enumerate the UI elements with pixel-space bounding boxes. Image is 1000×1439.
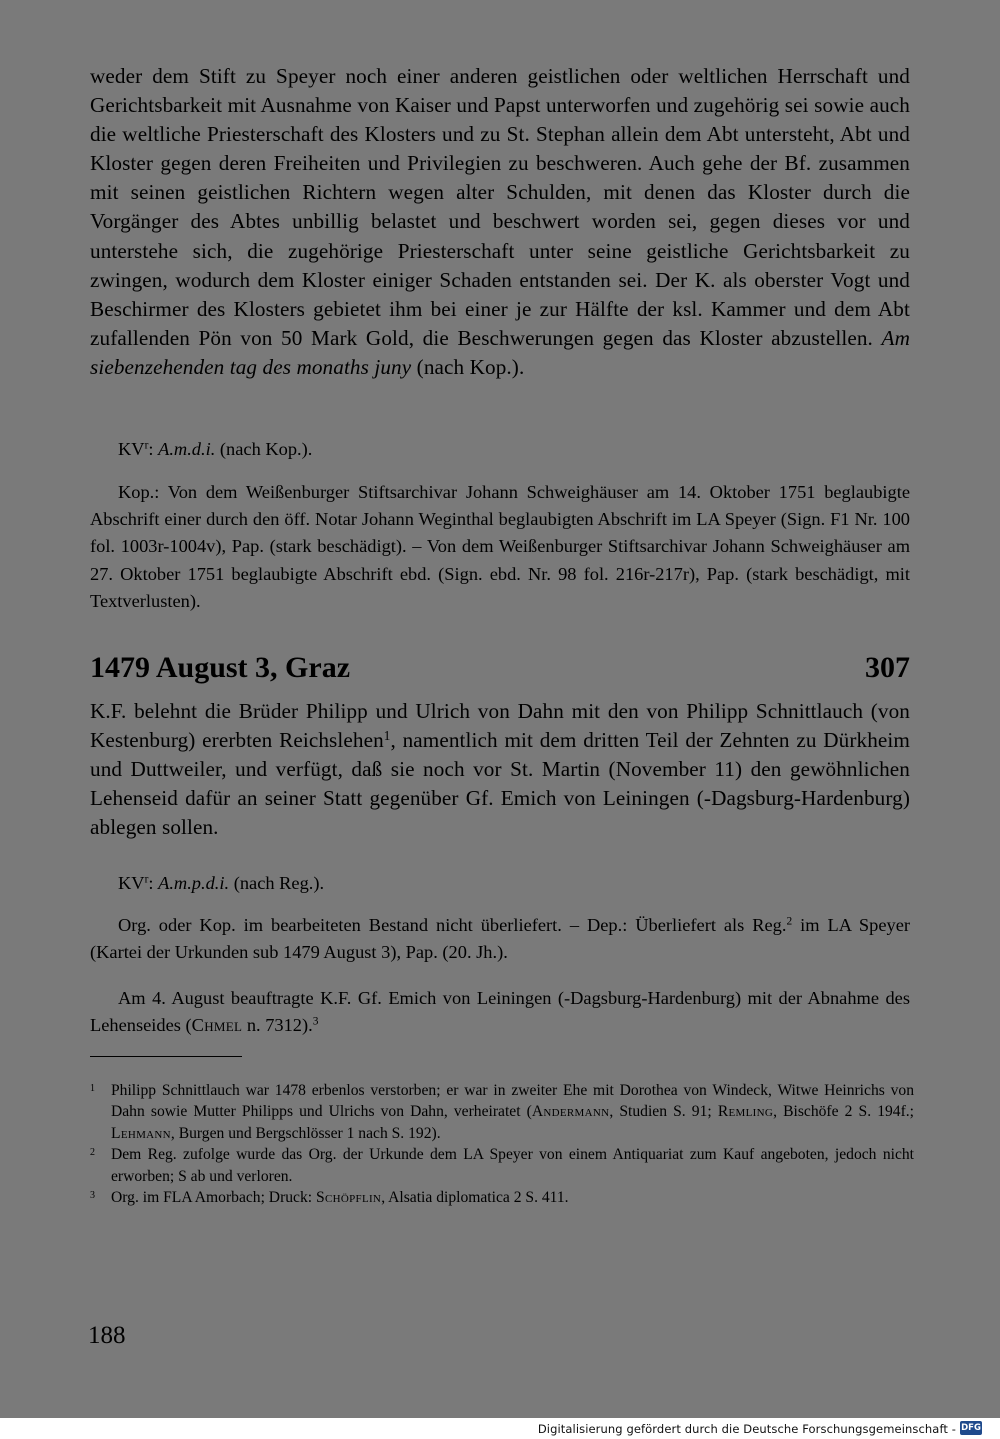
footnote-text: Dem Reg. zufolge wurde das Org. der Urkunde dem LA Speyer von einem Antiquariat zum Kauf angeboten, jedoch nicht erworben; S ab und verloren. [111,1146,914,1185]
footnote-text: Philipp Schnittlauch war 1478 erbenlos verstorben; er war in zweiter Ehe mit Dorothea von Windeck, Witwe Heinrichs von Dahn sowie Mutter Philipps und Ulrichs von Dahn, verheiratet ( [111,1082,914,1121]
footnote-text: , Alsatia diplomatica 2 S. 411. [381,1189,569,1207]
kv-prefix: KV [118,439,145,459]
am4-paragraph [90,985,910,1039]
author-name: Lehmann [111,1124,171,1142]
kv-italic: A.m.d.i. [158,439,216,459]
quote-suffix: (nach Kop.). [416,354,525,379]
kop-paragraph: Kop.: Von dem Weißenburger Stiftsarchivar Johann Schweighäuser am 14. Oktober 1751 beglaubigte Abschrift einer durch den öff. Notar Johann Weginthal beglaubigten Abschrift im LA Speyer (Sign. F1 Nr. 100 fol. 1003r-1004v), Pap. (stark beschädigt). – Von dem Weißenburger Stiftsarchivar Johann Schweighäuser am 27. Oktober 1751 beglaubigte Abschrift ebd. (Sign. ebd. Nr. 98 fol. 216r-217r), Pap. (stark beschädigt, mit Textverlusten). [90,482,910,611]
footnote-number: 1 [90,1083,95,1094]
continuation-paragraph [90,62,910,382]
author-name: Remling [717,1103,774,1121]
regest-text-1: K.F. belehnt die Brüder Philipp und Ulrich von Dahn mit den von Philipp Schnittlauch (von Kestenburg) ererbten Reichslehen [90,699,910,753]
quote-text: Am siebenzehenden tag des monaths juny [90,325,910,379]
org-text-1: Org. oder Kop. im bearbeiteten Bestand nicht überliefert. – Dep.: Überliefert als Reg. [118,915,787,935]
entry-heading [90,648,910,688]
footnote-text: Org. im FLA Amorbach; Druck: [111,1189,317,1207]
kv-italic: A.m.p.d.i. [158,873,230,893]
footnote-ref-1: 1 [383,727,391,743]
page-number: 188 [88,1322,126,1349]
footnote-1 [90,1080,914,1144]
org-text-2: im LA Speyer (Kartei der Urkunden sub 1479 August 3), Pap. (20. Jh.). [90,915,911,963]
kv-sup: r [144,873,149,886]
footnote-number: 2 [90,1147,95,1159]
kv-sup: r [144,439,149,452]
kv-line-1 [90,436,910,463]
footnote-ref-3: 3 [312,1015,319,1028]
footnote-ref-2: 2 [786,915,793,928]
regest-text-2: , namentlich mit dem dritten Teil der Zehnten zu Dürkheim und Duttweiler, und verfügt, daß sie noch vor St. Martin (November 11) den gewöhnlichen Lehenseid dafür an seiner Statt gegenüber Gf. Emich von Leiningen (-Dagsburg-Hardenburg) ablegen sollen. [90,728,910,840]
kv-suffix: (nach Kop.). [219,439,313,459]
footnote-number: 3 [90,1190,95,1202]
kv-line-2 [90,870,910,897]
footnote-2 [90,1144,914,1187]
entry-number: 307 [865,651,910,684]
footnote-text: , Studien S. 91; [609,1103,718,1121]
dfg-credit-text: Digitalisierung gefördert durch die Deutsche Forschungsgemeinschaft - [537,1422,956,1436]
author-name: Schöpflin [316,1189,382,1207]
kv-prefix: KV [118,873,145,893]
kv-suffix: (nach Reg.). [233,873,325,893]
footnote-separator [90,1056,242,1057]
dfg-logo-icon: DFG [961,1423,981,1433]
kv-colon: : [148,873,154,893]
am4-text-2: n. 7312). [242,1015,313,1036]
kv-colon: : [148,439,154,459]
regest-paragraph [90,697,910,842]
am4-text-1: Am 4. August beauftragte K.F. Gf. Emich von Leiningen (-Dagsburg-Hardenburg) mit der Abnahme des Lehenseides ( [90,988,910,1036]
footnote-3 [90,1187,914,1208]
footnotes [90,1080,914,1208]
org-paragraph [90,912,910,966]
author-name: Andermann [531,1103,610,1121]
footnote-text: , Burgen und Bergschlösser 1 nach S. 192). [170,1124,441,1142]
footnote-text: , Bischöfe 2 S. 194f.; [773,1103,915,1121]
paragraph-text: weder dem Stift zu Speyer noch einer anderen geistlichen oder weltlichen Herrschaft und Gerichtsbarkeit mit Ausnahme von Kaiser und Papst unterworfen und zugehörig sei sowie auch die weltliche Priesterschaft des Klosters und zu St. Stephan allein dem Abt untersteht, Abt und Kloster gegen deren Freiheiten und Privilegien zu beschweren. Auch gehe der Bf. zusammen mit seinen geistlichen Richtern wegen alter Schulden, mit denen das Kloster durch die Vorgänger des Abtes unbillig belastet und beschwert worden sei, gegen dieses vor und unterstehe sich, die zugehörige Priesterschaft unter seine geistliche Gerichtsbarkeit zu zwingen, wodurch dem Kloster einiger Schaden entstanden sei. Der K. als oberster Vogt und Beschirmer des Klosters gebietet ihm bei einer je zur Hälfte der ksl. Kammer und dem Abt zufallenden Pön von 50 Mark Gold, die Beschwerungen gegen das Kloster abzustellen. [90,64,910,350]
entry-date-place: 1479 August 3, Graz [90,651,351,684]
author-chmel: Chmel [191,1015,243,1036]
dfg-credit-bar [0,1418,1000,1439]
